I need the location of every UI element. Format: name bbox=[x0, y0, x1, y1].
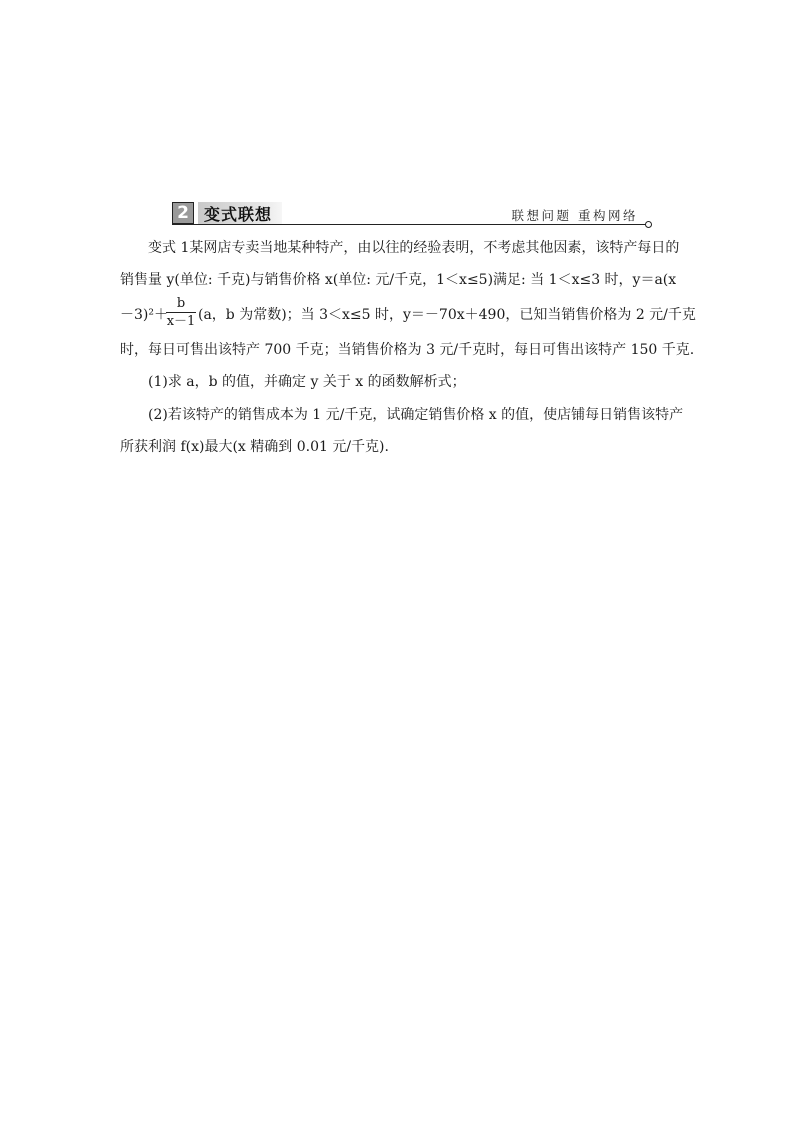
problem-line-2: 销售量 y(单位: 千克)与销售价格 x(单位: 元/千克，1＜x≤5)满足: 当 1＜x≤3 时，y＝a(x bbox=[120, 272, 677, 288]
question-1: (1)求 a，b 的值，并确定 y 关于 x 的函数解析式； bbox=[148, 374, 466, 390]
problem-line-4: 时，每日可售出该特产 700 千克；当销售价格为 3 元/千克时，每日可售出该特产 150 千克. bbox=[120, 342, 695, 358]
fraction bbox=[166, 296, 196, 329]
problem-line-1: 变式 1某网店专卖当地某种特产，由以往的经验表明，不考虑其他因素，该特产每日的 bbox=[148, 240, 680, 256]
section-subtitle: 联想问题 重构网络 bbox=[511, 208, 638, 223]
fraction-denominator: x－1 bbox=[166, 314, 196, 329]
question-2-line-1: (2)若该特产的销售成本为 1 元/千克，试确定销售价格 x 的值，使店铺每日销售该特产 bbox=[148, 407, 684, 423]
header-rule bbox=[172, 224, 646, 225]
problem-line-3-end: (a，b 为常数)；当 3＜x≤5 时，y＝－70x＋490，已知当销售价格为 2 元/千克 bbox=[198, 307, 696, 323]
section-title: 变式联想 bbox=[198, 202, 282, 224]
rule-end-dot bbox=[645, 221, 652, 228]
question-2-line-2: 所获利润 f(x)最大(x 精确到 0.01 元/千克). bbox=[120, 439, 389, 455]
section-number: 2 bbox=[172, 202, 194, 224]
fraction-bar bbox=[166, 312, 196, 313]
problem-line-3-start: －3)²＋ bbox=[120, 307, 168, 323]
section-badge bbox=[172, 202, 282, 224]
section-header bbox=[172, 202, 652, 228]
fraction-numerator: b bbox=[176, 296, 186, 311]
